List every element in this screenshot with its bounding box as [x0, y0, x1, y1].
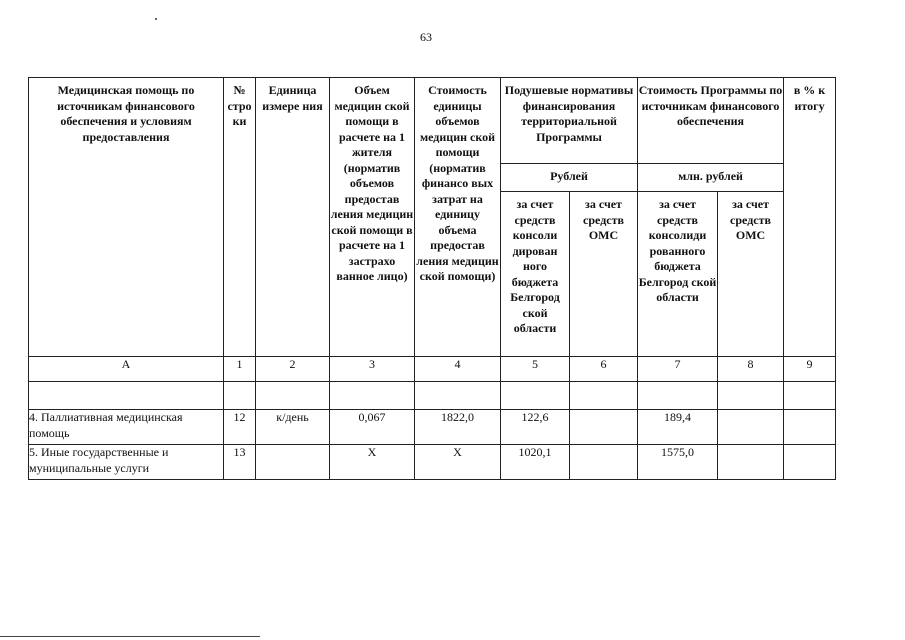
row-volume: 0,067 [330, 410, 415, 445]
row-cost-oms [718, 410, 784, 445]
index-cell: 2 [256, 357, 330, 382]
header-unit-cost: Стоимость единицы объемов медицин ской помощи (норматив финансо вых затрат на единицу объема предостав ления медицин ской помощи) [415, 78, 501, 357]
row-unit-cost: 1822,0 [415, 410, 501, 445]
row-name: 5. Иные государственные и муниципальные услуги [29, 445, 224, 480]
index-cell: 8 [718, 357, 784, 382]
row-unit: к/день [256, 410, 330, 445]
row-cost-oms [718, 445, 784, 480]
index-row [29, 357, 836, 382]
header-mln-rubles: млн. рублей [638, 164, 784, 192]
index-cell: 7 [638, 357, 718, 382]
header-care-volume: Объем медицин ской помощи в расчете на 1 жителя (норматив объемов предостав ления медицин ской помощи в расчете на 1 застрахо ванное лицо) [330, 78, 415, 357]
row-volume: Х [330, 445, 415, 480]
scan-speck [155, 18, 157, 20]
header-per-capita-oms: за счет средств ОМС [570, 192, 638, 357]
row-number: 12 [224, 410, 256, 445]
header-care-type: Медицинская помощь по источникам финансового обеспечения и условиям предоставления [29, 78, 224, 357]
header-unit: Единица измере ния [256, 78, 330, 357]
blank-row [29, 382, 836, 410]
row-number: 13 [224, 445, 256, 480]
row-per-capita-oms [570, 445, 638, 480]
index-cell: 9 [784, 357, 836, 382]
row-per-capita-budget: 122,6 [501, 410, 570, 445]
row-percent [784, 445, 836, 480]
scan-edge-line [0, 636, 260, 637]
row-percent [784, 410, 836, 445]
row-cost-budget: 189,4 [638, 410, 718, 445]
row-per-capita-budget: 1020,1 [501, 445, 570, 480]
page-number: 63 [420, 30, 432, 44]
row-unit-cost: Х [415, 445, 501, 480]
row-cost-budget: 1575,0 [638, 445, 718, 480]
header-row-number: № стро ки [224, 78, 256, 357]
budget-table [28, 77, 836, 480]
row-per-capita-oms [570, 410, 638, 445]
index-cell: 6 [570, 357, 638, 382]
index-cell: 3 [330, 357, 415, 382]
index-cell: 5 [501, 357, 570, 382]
header-rubles: Рублей [501, 164, 638, 192]
row-name: 4. Паллиативная медицинская помощь [29, 410, 224, 445]
header-per-capita-budget: за счет средств консоли дирован ного бюджета Белгород ской области [501, 192, 570, 357]
index-cell: 1 [224, 357, 256, 382]
header-row-1 [29, 78, 836, 164]
header-program-cost: Стоимость Программы по источникам финансового обеспечения [638, 78, 784, 164]
table-row [29, 410, 836, 445]
header-per-capita-norms: Подушевые нормативы финансирования территориальной Программы [501, 78, 638, 164]
table-row [29, 445, 836, 480]
index-cell: А [29, 357, 224, 382]
header-percent-total: в % к итогу [784, 78, 836, 357]
row-unit [256, 445, 330, 480]
index-cell: 4 [415, 357, 501, 382]
header-cost-budget: за счет средств консолиди рованного бюджета Белгород ской области [638, 192, 718, 357]
header-cost-oms: за счет средств ОМС [718, 192, 784, 357]
